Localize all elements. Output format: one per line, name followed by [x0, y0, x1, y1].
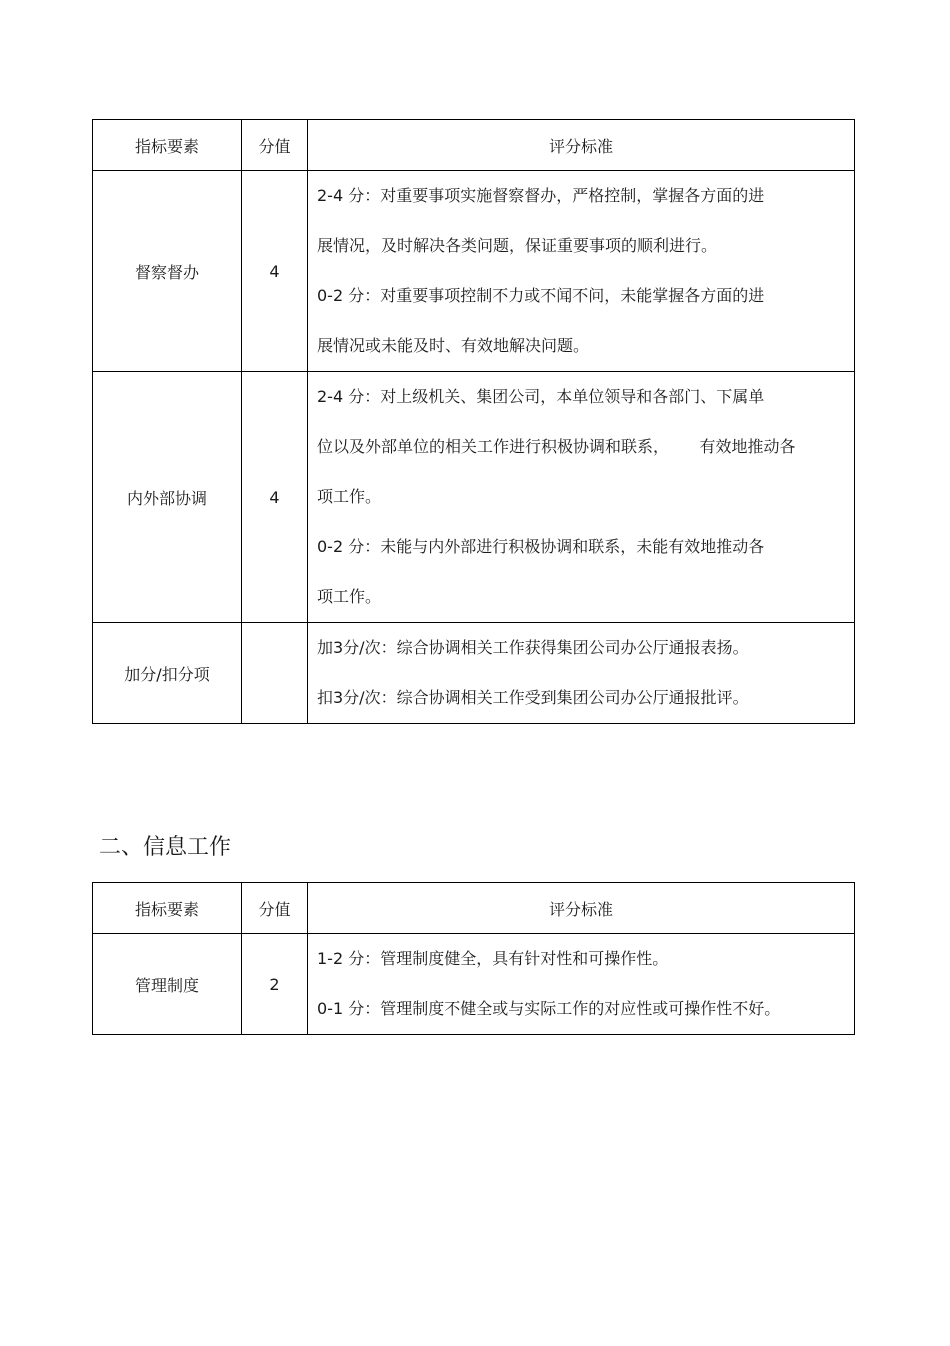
criteria-line: 0-1 分：管理制度不健全或与实际工作的对应性或可操作性不好。	[317, 999, 781, 1018]
criteria-text	[308, 171, 855, 372]
scoring-table-information	[92, 882, 855, 1035]
score-value: 4	[242, 171, 308, 372]
criteria-text	[308, 372, 855, 623]
table-row-coordination	[93, 372, 855, 623]
header-criteria: 评分标准	[308, 120, 855, 171]
indicator-name: 督察督办	[93, 171, 242, 372]
criteria-line: 项工作。	[317, 487, 382, 506]
criteria-line: 项工作。	[317, 587, 382, 606]
table-row-supervision	[93, 171, 855, 372]
criteria-text	[308, 623, 855, 724]
header-indicator: 指标要素	[93, 120, 242, 171]
table-header-row	[93, 120, 855, 171]
criteria-line: 0-2 分：对重要事项控制不力或不闻不问，未能掌握各方面的进	[317, 286, 765, 305]
criteria-line: 1-2 分：管理制度健全，具有针对性和可操作性。	[317, 949, 669, 968]
table-row-bonus-penalty	[93, 623, 855, 724]
header-criteria: 评分标准	[308, 883, 855, 934]
criteria-text	[308, 934, 855, 1035]
criteria-line: 展情况或未能及时、有效地解决问题。	[317, 336, 590, 355]
header-score: 分值	[242, 883, 308, 934]
table-row-management-system	[93, 934, 855, 1035]
header-indicator: 指标要素	[93, 883, 242, 934]
criteria-line: 展情况，及时解决各类问题，保证重要事项的顺利进行。	[317, 236, 718, 255]
criteria-line: 加3分/次：综合协调相关工作获得集团公司办公厅通报表扬。	[317, 638, 749, 657]
indicator-name: 加分/扣分项	[93, 623, 242, 724]
section-heading-information-work: 二、信息工作	[99, 835, 232, 860]
score-value: 4	[242, 372, 308, 623]
indicator-name: 内外部协调	[93, 372, 242, 623]
indicator-name: 管理制度	[93, 934, 242, 1035]
score-value	[242, 623, 308, 724]
criteria-line: 0-2 分：未能与内外部进行积极协调和联系，未能有效地推动各	[317, 537, 765, 556]
table-header-row	[93, 883, 855, 934]
criteria-line: 扣3分/次：综合协调相关工作受到集团公司办公厅通报批评。	[317, 688, 749, 707]
criteria-line: 2-4 分：对重要事项实施督察督办，严格控制，掌握各方面的进	[317, 186, 765, 205]
criteria-line: 2-4 分：对上级机关、集团公司，本单位领导和各部门、下属单	[317, 387, 765, 406]
header-score: 分值	[242, 120, 308, 171]
score-value: 2	[242, 934, 308, 1035]
criteria-line: 位以及外部单位的相关工作进行积极协调和联系， 有效地推动各	[317, 437, 796, 456]
scoring-table-coordination	[92, 119, 855, 724]
